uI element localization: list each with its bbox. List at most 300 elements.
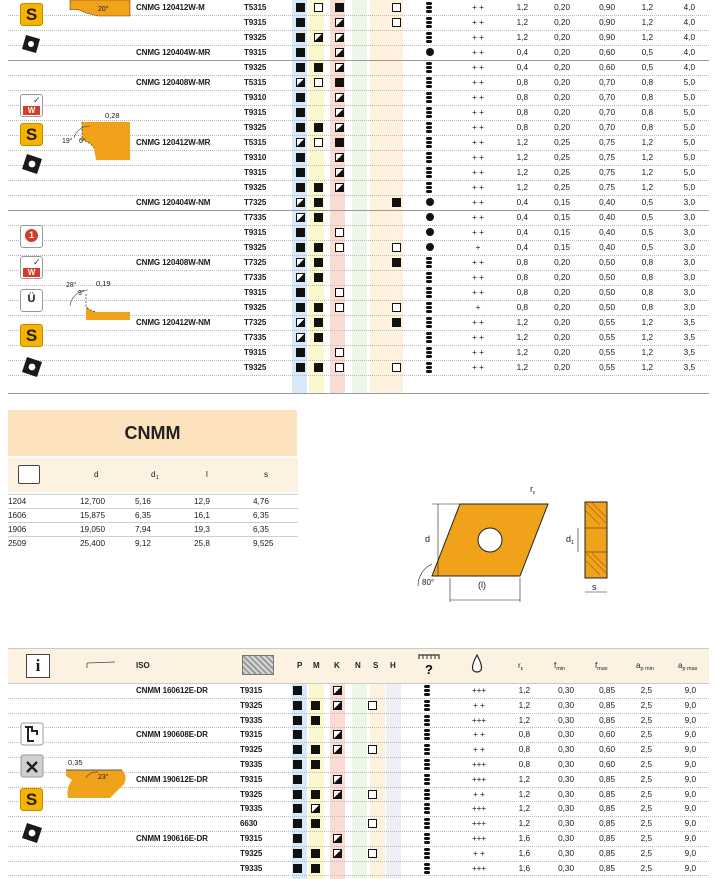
feed-max: 0,40 — [599, 228, 615, 237]
coolant-drop-icon — [470, 654, 484, 676]
coolant-rating: + + — [473, 789, 485, 799]
material-k-symbol — [335, 363, 344, 372]
grade-code: T7335 — [244, 273, 267, 282]
depth-max: 3,0 — [683, 198, 695, 207]
depth-max: 9,0 — [684, 686, 696, 695]
depth-min: 2,5 — [640, 715, 652, 725]
material-m-symbol — [314, 258, 323, 267]
feed-max: 0,50 — [599, 258, 615, 267]
depth-min: 0,8 — [641, 288, 653, 297]
grade-code: T5315 — [244, 138, 267, 147]
feed-max: 0,90 — [599, 3, 615, 12]
insert-code: CNMG 120404W-MR — [136, 48, 211, 57]
coolant-rating: + + — [472, 288, 484, 297]
feed-min: 0,20 — [554, 108, 570, 117]
depth-min: 2,5 — [640, 686, 652, 695]
feed-min: 0,20 — [554, 93, 570, 102]
coolant-rating: + + — [472, 183, 484, 192]
material-p-symbol — [296, 318, 305, 327]
depth-min: 0,5 — [641, 63, 653, 72]
corner-radius: 0,8 — [516, 78, 528, 87]
dimension-value: 25,8 — [194, 539, 210, 548]
depth-max: 5,0 — [683, 93, 695, 102]
bottom-row — [0, 831, 717, 846]
material-k-symbol — [335, 168, 344, 177]
corner-radius: 1,6 — [518, 848, 530, 858]
dimension-value: 7,94 — [135, 525, 151, 534]
top-row — [0, 180, 717, 195]
coolant-rating: +++ — [471, 760, 487, 769]
row-divider — [8, 375, 709, 376]
coolant-rating: + + — [473, 730, 485, 740]
depth-min: 1,2 — [641, 333, 653, 342]
depth-min: 1,2 — [641, 3, 653, 12]
depth-min: 1,2 — [641, 33, 653, 42]
grade-code: T9315 — [244, 228, 267, 237]
depth-min: 0,8 — [641, 78, 653, 87]
top-row — [0, 90, 717, 105]
header-s: S — [373, 661, 379, 670]
chip-dot-symbol — [426, 213, 434, 221]
material-s-symbol — [392, 318, 401, 327]
header-l: l — [206, 470, 208, 479]
feed-min: 0,15 — [554, 213, 570, 222]
feed-max: 0,85 — [599, 715, 615, 725]
chip-coil-symbol — [426, 362, 432, 373]
material-m-symbol — [311, 849, 320, 858]
depth-min: 0,5 — [641, 213, 653, 222]
bottom-row — [0, 713, 717, 728]
depth-max: 9,0 — [684, 700, 696, 710]
feed-min: 0,20 — [554, 123, 570, 132]
grade-code: T9315 — [244, 18, 267, 27]
material-p-symbol — [296, 273, 305, 282]
feed-max: 0,55 — [599, 318, 615, 327]
depth-min: 0,5 — [641, 243, 653, 252]
coolant-rating: + + — [472, 333, 484, 342]
depth-max: 3,0 — [683, 228, 695, 237]
dimension-value: 12,9 — [194, 497, 210, 506]
feed-min: 0,20 — [554, 273, 570, 282]
header-s: s — [264, 470, 269, 479]
feed-max: 0,85 — [599, 848, 615, 858]
grade-code: T9325 — [244, 243, 267, 252]
material-k-symbol — [335, 18, 344, 27]
feed-max: 0,75 — [599, 138, 615, 147]
bottom-row — [0, 683, 717, 698]
header-apmin: $a_{p min}$ — [636, 661, 654, 672]
chip-coil-symbol — [426, 347, 432, 358]
grade-code: T9310 — [244, 153, 267, 162]
chip-coil-symbol — [426, 272, 432, 283]
insert-code: CNMM 160612E-DR — [136, 686, 208, 695]
coolant-rating: +++ — [471, 834, 487, 843]
feed-max: 0,85 — [599, 834, 615, 843]
header-n: N — [355, 661, 361, 670]
svg-text:?: ? — [425, 662, 433, 677]
depth-min: 2,5 — [640, 730, 652, 740]
chip-coil-symbol — [424, 759, 430, 770]
corner-radius: 0,4 — [516, 198, 528, 207]
insert-code: CNMG 120412W-NM — [136, 318, 211, 327]
coolant-rating: + + — [472, 3, 484, 12]
coolant-rating: +++ — [471, 863, 487, 873]
dimension-value: 25,400 — [80, 539, 106, 548]
corner-radius: 1,2 — [516, 183, 528, 192]
material-k-symbol — [333, 849, 342, 858]
material-k-symbol — [335, 48, 344, 57]
grade-code: T7325 — [244, 198, 267, 207]
dimension-value: 15,875 — [80, 511, 106, 520]
material-p-symbol — [296, 213, 305, 222]
depth-max: 3,5 — [683, 363, 695, 372]
material-m-symbol — [314, 363, 323, 372]
chip-coil-symbol — [426, 257, 432, 268]
bottom-row — [0, 861, 717, 876]
top-row — [0, 165, 717, 180]
grade-code: T7325 — [244, 258, 267, 267]
feed-max: 0,85 — [599, 774, 615, 784]
feed-max: 0,60 — [599, 760, 615, 769]
insert-shape-icon-3 — [21, 356, 43, 378]
feed-max: 0,85 — [599, 819, 615, 829]
coolant-rating: +++ — [471, 804, 487, 814]
insert-code: CNMM 190612E-DR — [136, 774, 208, 784]
material-p-symbol — [296, 288, 305, 297]
material-p-symbol — [293, 730, 302, 739]
chip-coil-symbol — [424, 685, 430, 696]
material-m-symbol — [314, 303, 323, 312]
material-m-symbol — [314, 183, 323, 192]
chip-coil-symbol — [424, 818, 430, 829]
chip-coil-symbol — [426, 92, 432, 103]
coolant-rating: + + — [472, 228, 484, 237]
corner-radius: 0,8 — [516, 123, 528, 132]
chip-coil-symbol — [426, 107, 432, 118]
coolant-rating: + + — [473, 848, 485, 858]
depth-min: 1,2 — [641, 138, 653, 147]
feed-min: 0,30 — [558, 834, 574, 843]
material-k-symbol — [333, 745, 342, 754]
toughness-1-icon: 1 — [20, 225, 43, 248]
cnmm-title: CNMM — [124, 423, 181, 443]
corner-radius: 1,2 — [516, 363, 528, 372]
feed-max: 0,90 — [599, 18, 615, 27]
material-p-symbol — [296, 303, 305, 312]
corner-radius: 0,4 — [516, 243, 528, 252]
dim-angle: 80° — [422, 578, 435, 587]
material-m-symbol — [311, 716, 320, 725]
grade-code: T9335 — [240, 863, 263, 873]
grade-code: T9325 — [244, 123, 267, 132]
u-toughness-icon: Ü — [20, 289, 43, 312]
material-m-symbol — [311, 745, 320, 754]
material-m-symbol — [314, 198, 323, 207]
insert-shape-icon-4 — [21, 822, 43, 844]
feed-min: 0,30 — [558, 686, 574, 695]
insert-code: CNMG 120408W-NM — [136, 258, 211, 267]
chip-coil-symbol — [424, 833, 430, 844]
chip-coil-symbol — [426, 332, 432, 343]
top-row — [0, 75, 717, 90]
depth-min: 2,5 — [640, 863, 652, 873]
coolant-rating: + + — [472, 123, 484, 132]
feed-min: 0,25 — [554, 168, 570, 177]
material-k-symbol — [335, 138, 344, 147]
grade-code: 6630 — [240, 819, 258, 829]
dimension-value: 6,35 — [253, 525, 269, 534]
dimension-value: 9,525 — [253, 539, 274, 548]
feed-min: 0,30 — [558, 715, 574, 725]
chipbreaker-profile-mr: 0,28 19° 6° — [60, 108, 130, 160]
dimension-value: 6,35 — [135, 511, 151, 520]
grade-code: T9315 — [244, 48, 267, 57]
coolant-rating: + + — [472, 363, 484, 372]
chip-coil-symbol — [426, 167, 432, 178]
header-iso: ISO — [136, 661, 150, 670]
material-m-symbol — [314, 213, 323, 222]
corner-radius: 0,8 — [518, 760, 530, 769]
feed-min: 0,30 — [558, 848, 574, 858]
depth-max: 3,0 — [683, 288, 695, 297]
grade-code: T9325 — [240, 745, 263, 755]
grade-code: T5315 — [244, 3, 267, 12]
header-fmin: $f_{min}$ — [554, 661, 566, 672]
material-m-symbol — [311, 760, 320, 769]
dim-d1: $d_1$ — [566, 534, 575, 546]
depth-max: 4,0 — [683, 3, 695, 12]
chip-coil-symbol — [426, 137, 432, 148]
depth-max: 3,5 — [683, 348, 695, 357]
material-p-symbol — [296, 48, 305, 57]
corner-radius: 1,2 — [516, 33, 528, 42]
grade-code: T9325 — [244, 363, 267, 372]
feed-max: 0,85 — [599, 789, 615, 799]
feed-max: 0,55 — [599, 348, 615, 357]
material-k-symbol — [335, 123, 344, 132]
corner-radius: 0,8 — [516, 108, 528, 117]
bottom-row — [0, 742, 717, 757]
chip-coil-symbol — [426, 122, 432, 133]
material-m-symbol — [314, 318, 323, 327]
top-row — [0, 30, 717, 45]
feed-min: 0,30 — [558, 700, 574, 710]
top-row — [0, 240, 717, 255]
depth-min: 2,5 — [640, 745, 652, 755]
size-code: 1606 — [8, 511, 27, 520]
feed-max: 0,85 — [599, 863, 615, 873]
chip-coil-symbol — [426, 182, 432, 193]
chip-coil-symbol — [424, 729, 430, 740]
grade-code: T9315 — [240, 834, 263, 843]
chip-coil-symbol — [424, 715, 430, 726]
grade-code: T9335 — [240, 804, 263, 814]
depth-max: 9,0 — [684, 848, 696, 858]
cnmm-row — [8, 508, 298, 523]
grade-code: T9315 — [240, 774, 263, 784]
feed-min: 0,30 — [558, 863, 574, 873]
top-row — [0, 45, 717, 60]
chip-coil-symbol — [426, 152, 432, 163]
depth-max: 9,0 — [684, 715, 696, 725]
material-k-symbol — [335, 153, 344, 162]
depth-min: 2,5 — [640, 774, 652, 784]
cnmm-row — [8, 522, 298, 537]
grade-code: T9325 — [240, 848, 263, 858]
insert-code: CNMM 190608E-DR — [136, 730, 208, 740]
coolant-rating: +++ — [471, 819, 487, 829]
material-p-symbol — [296, 228, 305, 237]
coolant-rating: + — [475, 303, 481, 312]
corner-radius: 1,2 — [518, 789, 530, 799]
coolant-rating: + + — [472, 78, 484, 87]
depth-min: 2,5 — [640, 819, 652, 829]
corner-radius: 0,4 — [516, 63, 528, 72]
grade-code: T5315 — [244, 78, 267, 87]
chip-coil-symbol — [424, 789, 430, 800]
corner-radius: 0,8 — [516, 258, 528, 267]
header-k: K — [334, 661, 340, 670]
insert-shape-icon-2 — [21, 153, 43, 175]
bottom-row — [0, 816, 717, 831]
chipbreaker-profile-m: 20° — [62, 0, 132, 22]
material-s-symbol — [392, 3, 401, 12]
corner-radius: 1,2 — [516, 318, 528, 327]
material-k-symbol — [335, 348, 344, 357]
feed-min: 0,30 — [558, 804, 574, 814]
feed-max: 0,70 — [599, 123, 615, 132]
top-row — [0, 345, 717, 360]
chip-coil-symbol — [426, 2, 432, 13]
grade-code: T9315 — [240, 730, 263, 740]
chip-coil-symbol — [426, 62, 432, 73]
material-k-symbol — [335, 63, 344, 72]
material-p-symbol — [296, 183, 305, 192]
material-k-symbol — [335, 288, 344, 297]
material-p-symbol — [293, 819, 302, 828]
material-s-symbol — [392, 18, 401, 27]
depth-max: 9,0 — [684, 745, 696, 755]
grade-code: T9325 — [244, 183, 267, 192]
section-divider — [8, 393, 709, 394]
s-material-icon-4: S — [20, 788, 43, 811]
depth-max: 3,0 — [683, 243, 695, 252]
material-m-symbol — [311, 864, 320, 873]
corner-radius: 0,8 — [516, 303, 528, 312]
depth-min: 0,5 — [641, 198, 653, 207]
chipbreaker-profile-dr: 0,35 23° — [62, 758, 134, 808]
feed-min: 0,30 — [558, 730, 574, 740]
material-k-symbol — [333, 686, 342, 695]
coolant-rating: + + — [472, 318, 484, 327]
chip-dot-symbol — [426, 48, 434, 56]
material-p-symbol — [293, 849, 302, 858]
feed-max: 0,40 — [599, 213, 615, 222]
coolant-rating: + + — [472, 168, 484, 177]
feed-min: 0,25 — [554, 153, 570, 162]
depth-min: 2,5 — [640, 760, 652, 769]
chip-coil-symbol — [426, 77, 432, 88]
material-m-symbol — [314, 273, 323, 282]
cnmm-title-band — [8, 410, 297, 456]
corner-radius: 0,8 — [516, 288, 528, 297]
bottom-row — [0, 727, 717, 742]
grade-code: T9310 — [244, 93, 267, 102]
grade-code: T9315 — [244, 108, 267, 117]
material-p-symbol — [296, 258, 305, 267]
material-s-symbol — [368, 790, 377, 799]
coolant-rating: + + — [472, 258, 484, 267]
depth-min: 2,5 — [640, 834, 652, 843]
material-p-symbol — [296, 108, 305, 117]
material-m-symbol — [314, 243, 323, 252]
insert-code: CNMG 120412W-MR — [136, 138, 211, 147]
top-row — [0, 210, 717, 225]
cnmm-row — [8, 494, 298, 509]
depth-max: 5,0 — [683, 108, 695, 117]
material-m-symbol — [314, 63, 323, 72]
depth-max: 5,0 — [683, 168, 695, 177]
chip-coil-symbol — [424, 803, 430, 814]
corner-radius: 1,2 — [516, 18, 528, 27]
material-m-symbol — [311, 790, 320, 799]
depth-max: 9,0 — [684, 804, 696, 814]
top-row — [0, 195, 717, 210]
chip-coil-symbol — [424, 848, 430, 859]
material-k-symbol — [333, 701, 342, 710]
feed-min: 0,20 — [554, 348, 570, 357]
grade-code: T7325 — [244, 318, 267, 327]
corner-radius: 1,2 — [518, 819, 530, 829]
material-m-symbol — [314, 138, 323, 147]
top-row — [0, 225, 717, 240]
feed-max: 0,60 — [599, 745, 615, 755]
insert-code: CNMG 120408W-MR — [136, 78, 211, 87]
depth-min: 0,8 — [641, 258, 653, 267]
grade-code: T9315 — [244, 288, 267, 297]
grade-code: T9315 — [244, 168, 267, 177]
feed-max: 0,70 — [599, 108, 615, 117]
header-fmax: $f_{max}$ — [595, 661, 608, 672]
corner-radius: 0,4 — [516, 228, 528, 237]
depth-min: 1,2 — [641, 168, 653, 177]
material-p-symbol — [293, 745, 302, 754]
feed-min: 0,30 — [558, 774, 574, 784]
chip-coil-symbol — [426, 32, 432, 43]
material-k-symbol — [335, 78, 344, 87]
grade-code: T9315 — [244, 348, 267, 357]
material-p-symbol — [293, 701, 302, 710]
header-d: d — [94, 470, 99, 479]
feed-min: 0,15 — [554, 228, 570, 237]
chip-coil-symbol — [424, 700, 430, 711]
section-divider — [8, 210, 709, 211]
material-m-symbol — [314, 123, 323, 132]
material-m-symbol — [314, 3, 323, 12]
corner-radius: 1,2 — [518, 804, 530, 814]
feed-max: 0,90 — [599, 33, 615, 42]
feed-max: 0,85 — [599, 700, 615, 710]
top-row — [0, 60, 717, 75]
corner-radius: 0,4 — [516, 48, 528, 57]
depth-max: 5,0 — [683, 123, 695, 132]
material-s-symbol — [392, 243, 401, 252]
chip-coil-symbol — [426, 317, 432, 328]
info-icon: i — [26, 654, 50, 678]
dim-d: d — [425, 534, 431, 544]
feed-min: 0,30 — [558, 745, 574, 755]
feed-min: 0,15 — [554, 243, 570, 252]
